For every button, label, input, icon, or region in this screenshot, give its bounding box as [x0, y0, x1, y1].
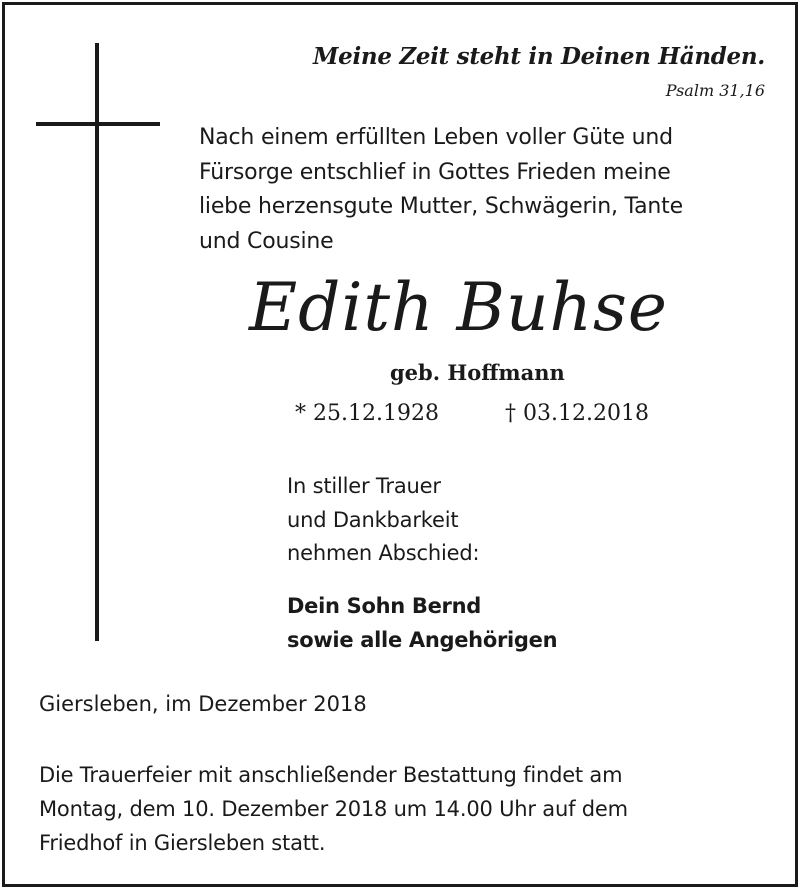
family-line: sowie alle Angehörigen — [287, 627, 558, 652]
funeral-line: Friedhof in Giersleben statt. — [39, 831, 326, 855]
mourning-line: und Dankbarkeit — [287, 507, 459, 532]
mourning-text — [287, 470, 479, 571]
intro-text — [199, 121, 683, 259]
intro-line: Fürsorge entschlief in Gottes Frieden meine — [199, 159, 671, 185]
place-and-date: Giersleben, im Dezember 2018 — [39, 692, 367, 716]
intro-line: und Cousine — [199, 228, 334, 254]
maiden-name: geb. Hoffmann — [390, 360, 565, 385]
funeral-announcement — [39, 758, 628, 860]
intro-line: liebe herzensgute Mutter, Schwägerin, Tante — [199, 194, 683, 219]
psalm-reference: Psalm 31,16 — [665, 81, 765, 100]
family-signature — [287, 590, 557, 657]
bible-motto: Meine Zeit steht in Deinen Händen. — [312, 43, 765, 70]
intro-line: Nach einem erfüllten Leben voller Güte und — [199, 125, 673, 150]
death-date: † 03.12.2018 — [505, 401, 649, 426]
mourning-line: nehmen Abschied: — [287, 541, 480, 565]
funeral-line: Die Trauerfeier mit anschließender Bestattung findet am — [39, 763, 623, 787]
cross-vertical-bar — [95, 43, 99, 641]
cross-horizontal-bar — [36, 122, 160, 126]
birth-date: * 25.12.1928 — [295, 401, 439, 426]
family-line: Dein Sohn Bernd — [287, 594, 481, 618]
deceased-name: Edith Buhse — [249, 269, 668, 346]
funeral-line: Montag, dem 10. Dezember 2018 um 14.00 Uhr auf dem — [39, 797, 628, 821]
mourning-line: In stiller Trauer — [287, 474, 441, 498]
obituary-notice — [2, 2, 798, 887]
